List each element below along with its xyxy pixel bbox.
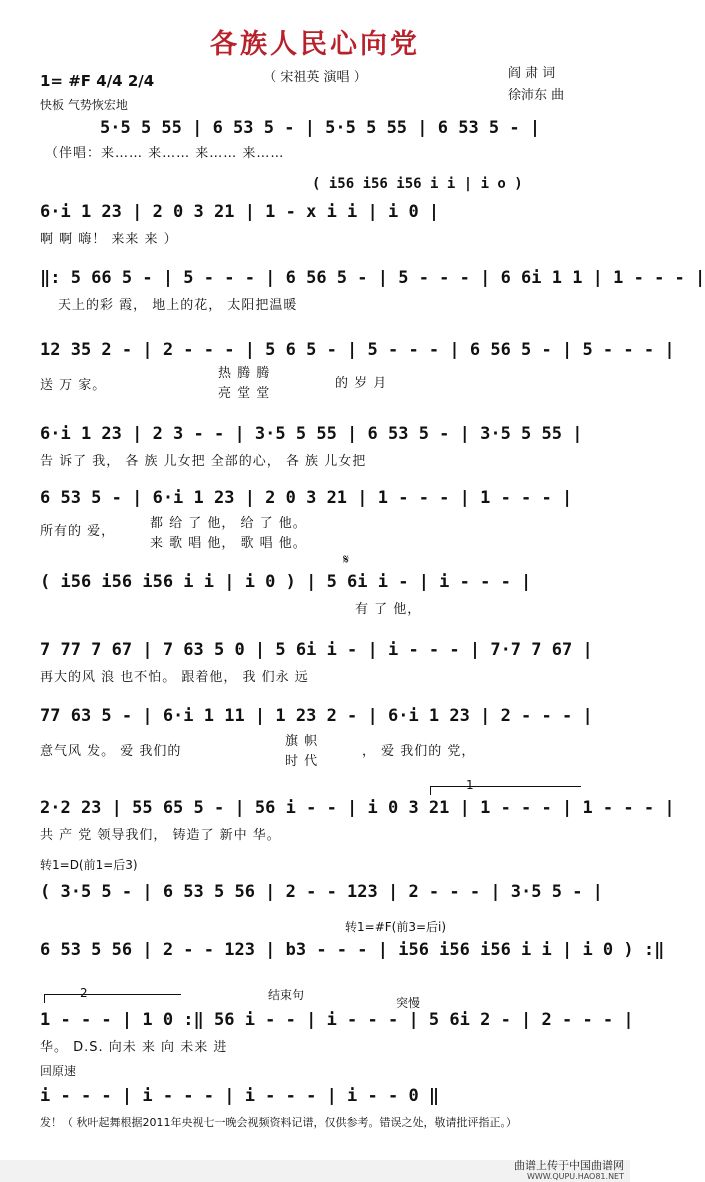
score-row-11-notes: ( 3·5 5 - | 6 53 5 56 | 2 - - 123 | 2 - - - | 3·5 5 - | — [40, 882, 603, 902]
score-row-3-lyrics: 天上的彩 霞， 地上的花， 太阳把温暖 — [58, 298, 298, 313]
lyricist-credit: 阎 肃 词 — [508, 66, 556, 81]
first-ending-bracket — [430, 786, 581, 795]
score-row-2-notes: 6·i 1 23 | 2 0 3 21 | 1 - x i i | i 0 | — [40, 202, 440, 222]
second-ending-number: 2 — [80, 986, 88, 1000]
score-row-13-lyrics: 华。 D.S. 向未 来 向 未来 进 — [40, 1040, 228, 1055]
key-signature: 1= #F 4/4 2/4 — [40, 72, 155, 90]
score-row-1-lyrics: （伴唱：来…… 来…… 来…… 来…… — [45, 146, 285, 161]
score-row-4-brace-bottom: 亮 堂 堂 — [218, 386, 271, 401]
song-title: 各族人民心向党 — [210, 29, 420, 60]
score-row-6-notes: 6 53 5 - | 6·i 1 23 | 2 0 3 21 | 1 - - - | 1 - - - | — [40, 488, 573, 508]
score-row-6-brace-bottom: 来 歌 唱 他， 歌 唱 他。 — [150, 536, 307, 551]
score-row-2-accompaniment: ( i56 i56 i56 i i | i o ) — [312, 176, 523, 192]
score-row-4-brace-top: 热 腾 腾 — [218, 366, 271, 381]
score-row-7-notes: ( i56 i56 i56 i i | i 0 ) | 5 6i i - | i - - - | — [40, 572, 532, 592]
modulation-to-d: 转1=D(前1=后3) — [40, 858, 138, 872]
score-row-4-lyrics-tail: 的 岁 月 — [335, 376, 388, 391]
score-row-8-notes: 7 77 7 67 | 7 63 5 0 | 5 6i i - | i - - - | 7·7 7 67 | — [40, 640, 593, 660]
score-row-14-notes: i - - - | i - - - | i - - - | i - - 0 ‖ — [40, 1086, 440, 1106]
tempo-marking: 快板 气势恢宏地 — [40, 98, 128, 112]
score-row-2-lyrics: 啊 啊 嗨！ 来来 来 ） — [40, 232, 178, 247]
score-row-9-notes: 77 63 5 - | 6·i 1 11 | 1 23 2 - | 6·i 1 23 | 2 - - - | — [40, 706, 593, 726]
first-ending-number: 1 — [466, 778, 474, 792]
score-row-10-notes: 2·2 23 | 55 65 5 - | 56 i - - | i 0 3 21 | 1 - - - | 1 - - - | — [40, 798, 675, 818]
coda-label: 结束句 — [268, 988, 305, 1002]
score-row-6-lyrics: 所有的 爱， — [40, 524, 116, 539]
score-row-7-lyrics: 有 了 他， — [355, 602, 422, 617]
score-row-9-brace-top: 旗 帜 — [285, 734, 319, 749]
second-ending-bracket — [44, 994, 181, 1003]
score-row-6-brace-top: 都 给 了 他， 给 了 他。 — [150, 516, 307, 531]
score-row-9-lyrics-tail: ， 爱 我们的 党， — [362, 744, 476, 759]
score-row-12-notes: 6 53 5 56 | 2 - - 123 | b3 - - - | i56 i56 i56 i i | i 0 ) :‖ — [40, 940, 665, 960]
ritardando-marking: 突慢 — [396, 996, 421, 1010]
segno-sign: 𝄋 — [343, 552, 350, 568]
composer-credit: 徐沛东 曲 — [508, 88, 565, 103]
score-row-9-lyrics: 意气风 发。 爱 我们的 — [40, 744, 182, 759]
site-watermark-url: WWW.QUPU.HAO81.NET — [526, 1172, 624, 1181]
score-row-10-lyrics: 共 产 党 领导我们， 铸造了 新中 华。 — [40, 828, 281, 843]
score-row-9-brace-bottom: 时 代 — [285, 754, 319, 769]
score-row-4-lyrics: 送 万 家。 — [40, 378, 107, 393]
score-row-8-lyrics: 再大的风 浪 也不怕。 跟着他， 我 们永 远 — [40, 670, 309, 685]
score-row-3-notes: ‖: 5 66 5 - | 5 - - - | 6 56 5 - | 5 - - - | 6 6i 1 1 | 1 - - - | — [40, 268, 705, 288]
score-row-5-lyrics: 告 诉了 我， 各 族 儿女把 全部的心， 各 族 儿女把 — [40, 454, 367, 469]
score-row-5-notes: 6·i 1 23 | 2 3 - - | 3·5 5 55 | 6 53 5 - | 3·5 5 55 | — [40, 424, 583, 444]
modulation-to-f-sharp: 转1=#F(前3=后i) — [345, 920, 447, 934]
a-tempo-label: 回原速 — [40, 1064, 77, 1078]
score-row-13-notes: 1 - - - | 1 0 :‖ 56 i - - | i - - - | 5 6i 2 - | 2 - - - | — [40, 1010, 634, 1030]
score-row-4-notes: 12 35 2 - | 2 - - - | 5 6 5 - | 5 - - - | 6 56 5 - | 5 - - - | — [40, 340, 675, 360]
score-row-14-lyrics-and-note: 发！（ 秋叶起舞根据2011年央视七一晚会视频资料记谱，仅供参考。错误之处，敬请批评指正。） — [40, 1116, 517, 1129]
singer-credit: （ 宋祖英 演唱 ） — [263, 70, 367, 85]
site-watermark-text: 曲谱上传于中国曲谱网 — [514, 1159, 624, 1172]
score-row-1-notes: 5·5 5 55 | 6 53 5 - | 5·5 5 55 | 6 53 5 - | — [100, 118, 541, 138]
